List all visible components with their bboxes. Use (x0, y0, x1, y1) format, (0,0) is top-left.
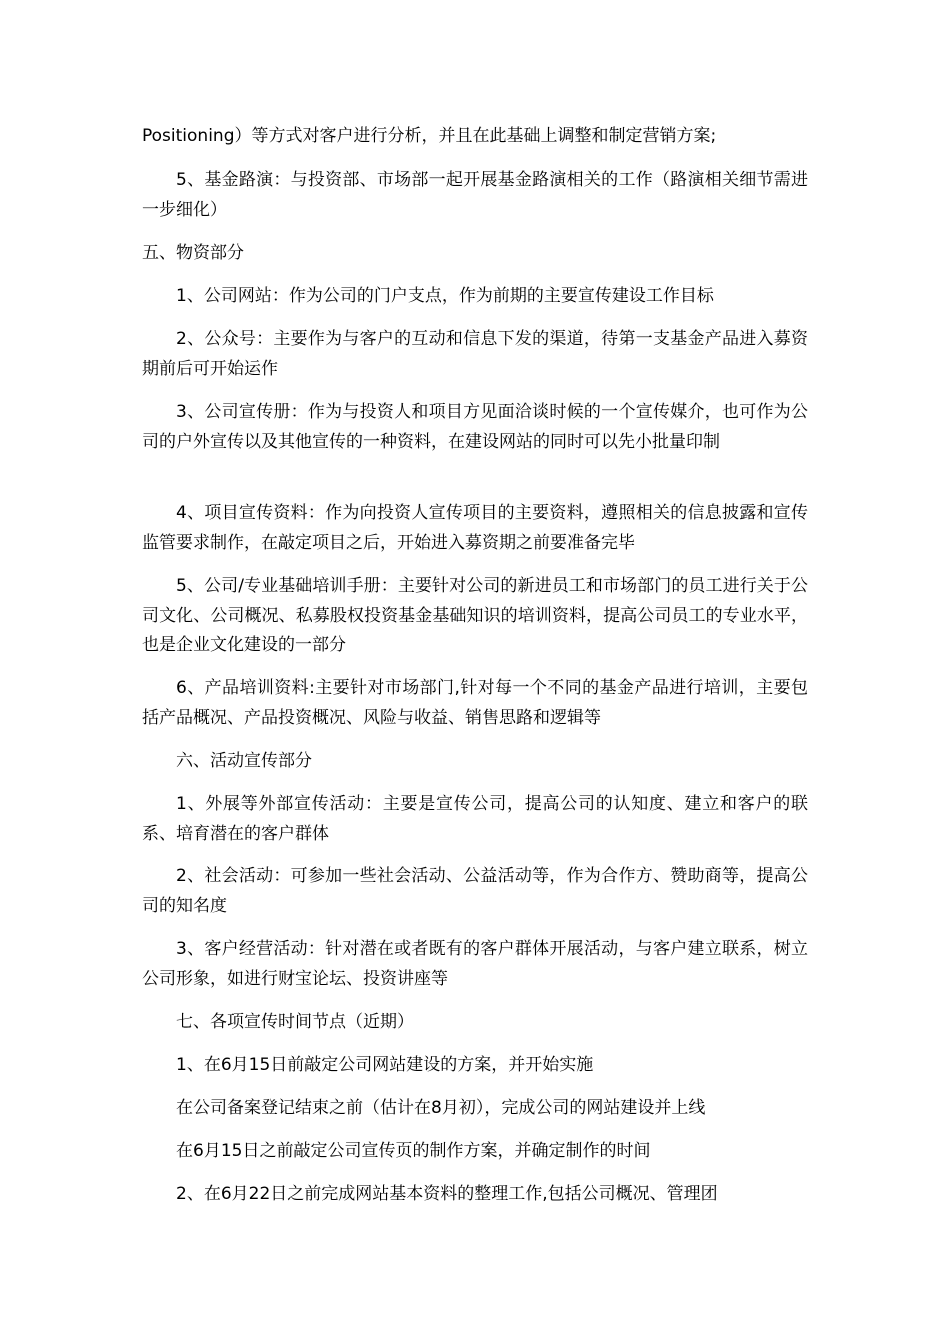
paragraph-project-materials: 4、项目宣传资料：作为向投资人宣传项目的主要资料，遵照相关的信息披露和宣传监管要求制作，在敲定项目之后，开始进入募资期之前要准备完毕 (142, 503, 808, 553)
section-heading-timeline: 七、各项宣传时间节点（近期） (176, 1012, 414, 1032)
paragraph-product-training: 6、产品培训资料:主要针对市场部门,针对每一个不同的基金产品进行培训，主要包括产品概况、产品投资概况、风险与收益、销售思路和逻辑等 (142, 678, 808, 728)
section-heading-activities: 六、活动宣传部分 (176, 751, 312, 771)
section-heading-materials: 五、物资部分 (142, 243, 244, 263)
paragraph-official-account: 2、公众号：主要作为与客户的互动和信息下发的渠道，待第一支基金产品进入募资期前后可开始运作 (142, 329, 808, 379)
paragraph-training-manual: 5、公司/专业基础培训手册：主要针对公司的新进员工和市场部门的员工进行关于公司文化、公司概况、私募股权投资基金基础知识的培训资料，提高公司员工的专业水平，也是企业文化建设的一部分 (142, 576, 808, 655)
paragraph-fund-roadshow: 5、基金路演：与投资部、市场部一起开展基金路演相关的工作（路演相关细节需进一步细化） (142, 170, 808, 220)
paragraph-brochure: 3、公司宣传册：作为与投资人和项目方见面洽谈时候的一个宣传媒介，也可作为公司的户外宣传以及其他宣传的一种资料，在建设网站的同时可以先小批量印制 (142, 402, 808, 452)
paragraph-timeline-flyer: 在6月15日之前敲定公司宣传页的制作方案，并确定制作的时间 (176, 1141, 651, 1161)
paragraph-client-activities: 3、客户经营活动：针对潜在或者既有的客户群体开展活动，与客户建立联系，树立公司形象，如进行财宝论坛、投资讲座等 (142, 939, 808, 989)
paragraph-social-activities: 2、社会活动：可参加一些社会活动、公益活动等，作为合作方、赞助商等，提高公司的知名度 (142, 866, 808, 916)
paragraph-timeline-2: 2、在6月22日之前完成网站基本资料的整理工作,包括公司概况、管理团 (176, 1184, 718, 1204)
paragraph-outreach: 1、外展等外部宣传活动：主要是宣传公司，提高公司的认知度、建立和客户的联系、培育潜在的客户群体 (142, 794, 808, 844)
paragraph-timeline-website-launch: 在公司备案登记结束之前（估计在8月初），完成公司的网站建设并上线 (176, 1098, 706, 1118)
paragraph-company-website: 1、公司网站：作为公司的门户支点，作为前期的主要宣传建设工作目标 (176, 286, 714, 306)
paragraph-timeline-1: 1、在6月15日前敲定公司网站建设的方案，并开始实施 (176, 1055, 594, 1075)
paragraph-positioning: Positioning）等方式对客户进行分析，并且在此基础上调整和制定营销方案; (142, 126, 717, 146)
